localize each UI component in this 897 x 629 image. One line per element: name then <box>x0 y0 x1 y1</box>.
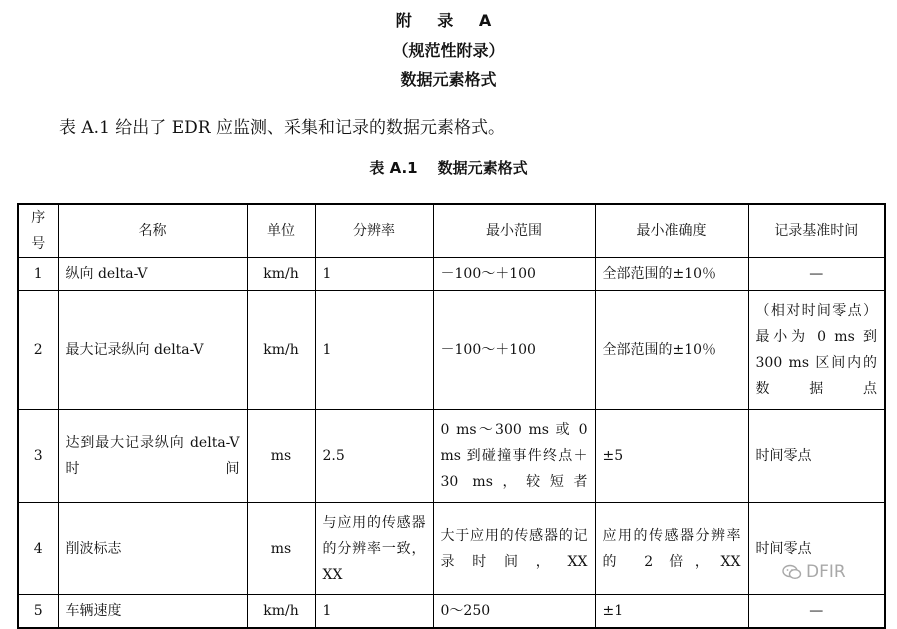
cell-index: 5 <box>18 595 58 628</box>
intro-paragraph: 表 A.1 给出了 EDR 应监测、采集和记录的数据元素格式。 <box>59 118 505 138</box>
annex-nature: （规范性附录） <box>392 41 505 60</box>
cell-min-accuracy: 应用的传感器分辨率的 2 倍，XX <box>595 503 748 595</box>
header-cell: 最小范围 <box>433 204 595 258</box>
table-row <box>18 291 885 410</box>
header-cell: 单位 <box>247 204 315 258</box>
cell-reference-time: 时间零点 <box>748 410 885 503</box>
watermark-text: DFIR <box>806 562 846 582</box>
table-row <box>18 258 885 291</box>
cell-resolution: 2.5 <box>315 410 433 503</box>
cell-min-accuracy: 全部范围的±10％ <box>595 258 748 291</box>
cell-unit: km/h <box>247 595 315 628</box>
cell-min-range: 0～250 <box>433 595 595 628</box>
cell-index: 2 <box>18 291 58 410</box>
cell-min-range: 0 ms～300 ms 或 0 ms 到碰撞事件终点＋30 ms，较短者 <box>433 410 595 503</box>
table-caption-number: 表 A.1 <box>369 159 418 177</box>
header-cell: 名称 <box>58 204 247 258</box>
cell-unit: km/h <box>247 258 315 291</box>
cell-min-range: －100～＋100 <box>433 258 595 291</box>
table-row <box>18 503 885 595</box>
annex-name: 数据元素格式 <box>400 70 497 89</box>
wechat-icon <box>782 564 802 580</box>
data-element-table <box>17 203 886 629</box>
cell-reference-time: — <box>748 595 885 628</box>
table-header-row <box>18 204 885 258</box>
cell-reference-time: （相对时间零点）最小为 0 ms 到 300 ms 区间内的数据点 <box>748 291 885 410</box>
cell-resolution: 1 <box>315 595 433 628</box>
cell-resolution: 1 <box>315 258 433 291</box>
annex-title: 附 录 A <box>395 11 502 30</box>
header-cell: 最小准确度 <box>595 204 748 258</box>
cell-index: 4 <box>18 503 58 595</box>
cell-index: 1 <box>18 258 58 291</box>
table-caption <box>0 157 897 178</box>
cell-unit: ms <box>247 410 315 503</box>
cell-name: 纵向 delta-V <box>58 258 247 291</box>
cell-name: 最大记录纵向 delta-V <box>58 291 247 410</box>
cell-min-accuracy: ±1 <box>595 595 748 628</box>
cell-min-range: －100～＋100 <box>433 291 595 410</box>
cell-name: 削波标志 <box>58 503 247 595</box>
watermark <box>782 562 846 582</box>
table-row <box>18 595 885 628</box>
cell-reference-time: — <box>748 258 885 291</box>
cell-unit: km/h <box>247 291 315 410</box>
cell-reference-time: 时间零点 <box>748 503 885 595</box>
header-cell: 记录基准时间 <box>748 204 885 258</box>
cell-name: 达到最大记录纵向 delta-V 时间 <box>58 410 247 503</box>
cell-index: 3 <box>18 410 58 503</box>
cell-min-accuracy: ±5 <box>595 410 748 503</box>
cell-resolution: 1 <box>315 291 433 410</box>
header-cell: 序号 <box>18 204 58 258</box>
cell-min-range: 大于应用的传感器的记录时间，XX <box>433 503 595 595</box>
table-row <box>18 410 885 503</box>
cell-name: 车辆速度 <box>58 595 247 628</box>
cell-unit: ms <box>247 503 315 595</box>
header-cell: 分辨率 <box>315 204 433 258</box>
cell-resolution: 与应用的传感器的分辨率一致，XX <box>315 503 433 595</box>
cell-min-accuracy: 全部范围的±10％ <box>595 291 748 410</box>
table-caption-title: 数据元素格式 <box>437 159 528 177</box>
